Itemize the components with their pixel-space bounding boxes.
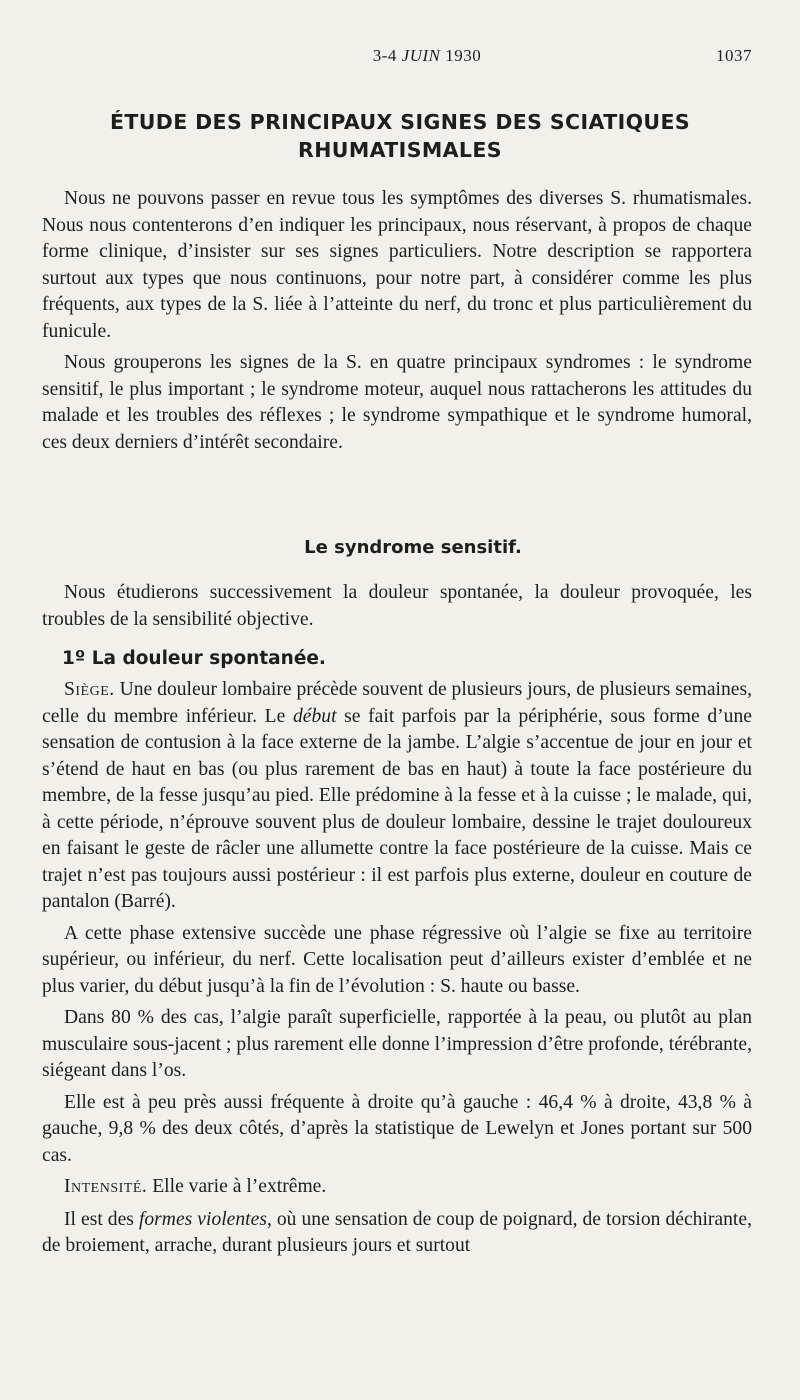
intro-paragraph-2: Nous grouperons les signes de la S. en quatre principaux syndromes : le syndrome sensitif, le plus important ; le syndrome moteur, auquel nous rattacherons les attitudes du malade et les troubles des réflexes ; le syndrome sympathique et le syndrome humoral, ces deux derniers d’intérêt secondaire. <box>42 352 752 453</box>
siege-label: Siège. <box>64 679 115 700</box>
intro-section <box>42 186 752 461</box>
intensite-label: Intensité. <box>64 1176 148 1197</box>
title-line-1: ÉTUDE DES PRINCIPAUX SIGNES DES SCIATIQUES <box>109 110 691 134</box>
page-number: 1037 <box>716 46 752 65</box>
subheading: 1º La douleur spontanée. <box>62 648 326 669</box>
formes-violentes: formes violentes <box>138 1208 267 1230</box>
formes-paragraph <box>42 1207 752 1260</box>
date-prefix: 3-4 <box>372 46 402 65</box>
section-heading: Le syndrome sensitif. <box>304 537 522 558</box>
running-head <box>62 46 752 74</box>
section-paragraph-1: Nous étudierons successivement la douleur spontanée, la douleur provoquée, les troubles de la sensibilité objective. <box>42 582 752 630</box>
title-line-2: RHUMATISMALES <box>298 138 502 162</box>
article-title <box>60 108 740 164</box>
intensite-text: Elle varie à l’extrême. <box>147 1176 327 1197</box>
siege-paragraph <box>42 677 752 916</box>
formes-text-b: , où une sensation de coup de poignard, de torsion déchirante, de broiement, arrache, durant plusieurs jours et surtout <box>42 1208 752 1256</box>
section-body <box>42 677 752 1265</box>
frequency-paragraph: Elle est à peu près aussi fréquente à droite qu’à gauche : 46,4 % à droite, 43,8 % à gauche, 9,8 % des deux côtés, d’après la statistique de Lewelyn et Jones portant sur 500 cas. <box>42 1091 752 1166</box>
siege-text-b: se fait parfois par la périphérie, sous forme d’une sensation de contusion à la face externe de la jambe. L’algie s’accentue de jour en jour et s’étend de haut en bas (ou plus rarement de bas en haut) à toute la face postérieure du membre, de la fesse jusqu’au pied. Elle prédomine à la fesse et à la cuisse ; le malade, qui, à cette période, n’éprouve souvent plus de douleur lombaire, dessine le trajet douloureux en faisant le geste de râcler une allumette contre la face postérieure de la cuisse. Mais ce trajet n’est pas toujours aussi postérieur : il est parfois plus externe, douleur en couture de pantalon (Barré). <box>42 705 752 912</box>
siege-text-a: Une douleur lombaire précède souvent de plusieurs jours, de plusieurs semaines, celle du membre inférieur. Le <box>42 679 752 727</box>
percent-paragraph: Dans 80 % des cas, l’algie paraît superficielle, rapportée à la peau, ou plutôt au plan musculaire sous-jacent ; plus rarement elle donne l’impression d’être profonde, térébrante, siégeant dans l’os. <box>42 1007 752 1081</box>
intro-paragraph-1: Nous ne pouvons passer en revue tous les symptômes des diverses S. rhumatismales. Nous nous contenterons d’en indiquer les principaux, nous réservant, à propos de chaque forme clinique, d’insister sur ses signes particuliers. Notre description se rapportera surtout aux types que nous continuons, pour notre part, à considérer comme les plus fréquents, aux types de la S. liée à l’atteinte du nerf, du tronc et plus particulièrement du funicule. <box>42 188 752 342</box>
intensite-paragraph <box>42 1174 752 1201</box>
siege-debut: début <box>292 705 337 727</box>
date-year: 1930 <box>440 46 482 65</box>
formes-text-a: Il est des <box>64 1208 139 1230</box>
issue-date <box>62 46 752 66</box>
phase-paragraph: A cette phase extensive succède une phase régressive où l’algie se fixe au territoire supérieur, ou inférieur, du nerf. Cette localisation peut d’ailleurs exister d’emblée et ne plus varier, du début jusqu’à la fin de l’évolution : S. haute ou basse. <box>42 922 752 997</box>
date-month: JUIN <box>401 46 441 65</box>
section-intro <box>42 580 752 638</box>
